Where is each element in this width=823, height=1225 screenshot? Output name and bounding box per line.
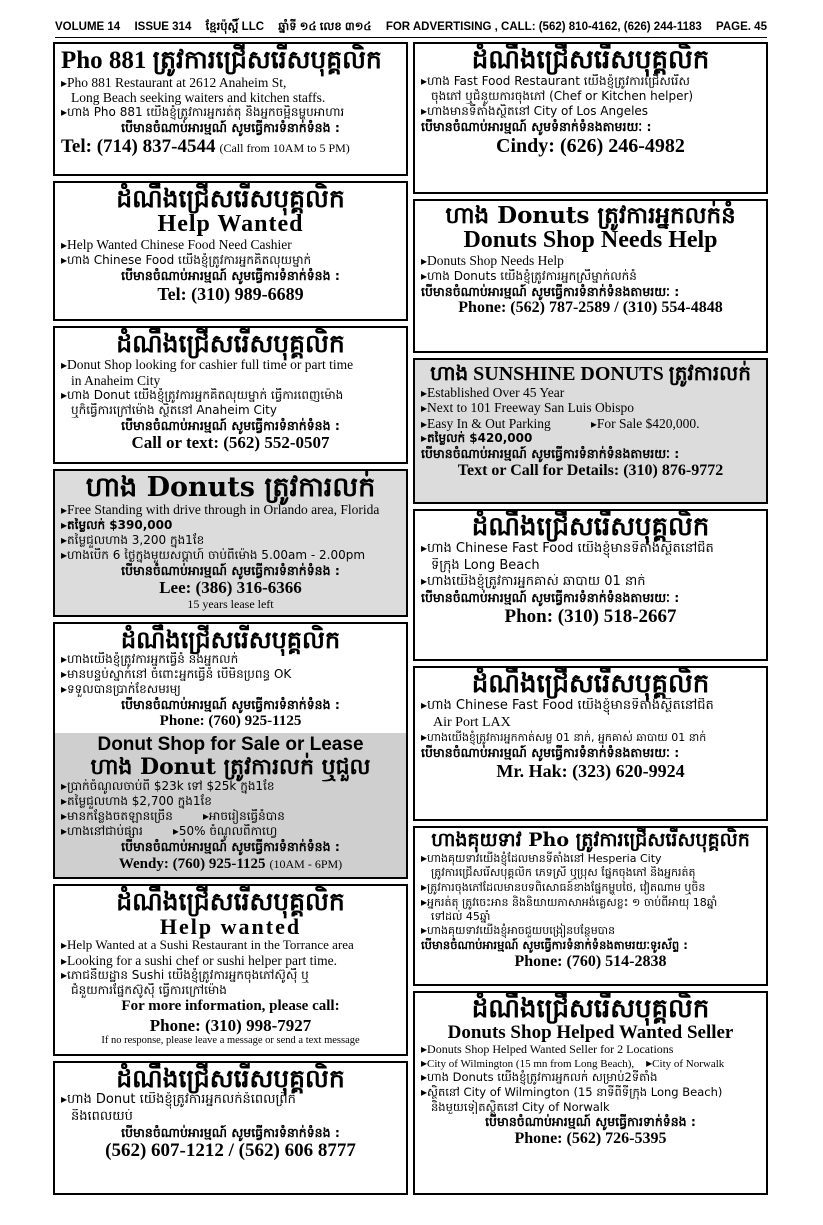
ad-phone: (562) 607-1212 / (562) 606 8777 xyxy=(105,1140,356,1162)
issue: ISSUE 314 xyxy=(134,21,192,33)
ad-line: ▸ ភោជនីយដ្ឋាន Sushi យើងខ្ញុំត្រូវការអ្នកចុងភៅស៊ូស៊ី ឬ xyxy=(61,968,400,983)
ad-line: ▸ Established Over 45 Year xyxy=(421,385,760,400)
ad-contact: បើមានចំណាប់អារម្មណ៍ សូមធ្វើការទំនាក់ទំនង : xyxy=(121,417,340,433)
ad-donuts-seller-two-locations xyxy=(413,991,768,1195)
ad-title: ដំណឹងជ្រើសរើសបុគ្គលិក xyxy=(471,45,710,75)
ad-line: ▸ ត្រូវការចុងភៅដែលមានបទពិសោធន៍ខាងផ្នែកម្ហូបថៃ, វៀតណាម ឬចិន xyxy=(421,880,760,895)
ad-title: Donut Shop for Sale or Lease xyxy=(97,734,364,756)
ad-line: ▸ ហាង Chinese Fast Food យើងខ្ញុំមានទីតាំងស្ថិតនៅជិត xyxy=(421,541,760,557)
ad-line: ▸ ហាង Pho 881 យើងខ្ញុំត្រូវការអ្នករត់តុ និងអ្នកចម្អិនម្ហូបអាហារ xyxy=(61,105,400,120)
ad-title: ហាងគុយទាវ Pho ត្រូវការជ្រើសរើសបុគ្គលិក xyxy=(431,829,750,851)
ad-phone: Phon: (310) 518-2667 xyxy=(504,605,677,627)
ad-donuts-for-sale-florida xyxy=(53,469,408,617)
ad-phone-row xyxy=(61,855,400,873)
ad-phone: Phone: (310) 998-7927 xyxy=(149,1015,312,1035)
ad-line: ត្រូវការជ្រើសរើសបុគ្គលិក ភេទស្រី ឬប្រុស ផ្នែកចុងភៅ និងអ្នករត់តុ xyxy=(431,865,696,879)
ad-contact: បើមានចំណាប់អារម្មណ៍ សូមធ្វើការទំនាក់ទំនងតាមរយៈ : xyxy=(421,446,680,462)
ad-phone: Phone: (562) 726-5395 xyxy=(514,1130,667,1148)
ad-line: ▸ ហាង Fast Food Restaurant យើងខ្ញុំត្រូវការជ្រើសរើស xyxy=(421,74,760,89)
ad-help-wanted-chinese-food xyxy=(53,181,408,321)
ad-line: ▸ ហាង Donuts យើងខ្ញុំត្រូវការអ្នកលក់ សម្រាប់2ទីតាំង xyxy=(421,1070,760,1085)
ad-title: ដំណឹងជ្រើសរើសបុគ្គលិក xyxy=(471,994,710,1024)
ad-phone: Mr. Hak: (323) 620-9924 xyxy=(496,760,685,781)
ad-line: ▸ Looking for a sushi chef or sushi helper part time. xyxy=(61,953,400,968)
page-number: PAGE. 45 xyxy=(716,21,767,33)
ad-phone: Phone: (562) 787-2589 / (310) 554-4848 xyxy=(458,299,723,317)
ad-pho-hesperia xyxy=(413,826,768,986)
ad-line: Long Beach seeking waiters and kitchen staffs. xyxy=(71,89,326,105)
ad-contact: បើមានចំណាប់អារម្មណ៍ សូមធ្វើការទំនាក់ទំនង : xyxy=(121,839,340,855)
ad-chinese-fast-food-long-beach xyxy=(413,509,768,661)
ad-phone-row xyxy=(61,136,400,158)
ad-phone: Lee: (386) 316-6366 xyxy=(159,578,302,598)
ad-line: ▸ Donuts Shop Needs Help xyxy=(421,253,760,268)
issue-kh: ឆ្នាំទី ១៤ លេខ ៣១៤ xyxy=(278,20,372,33)
ad-line: ▸ City of Wilmington (15 mn from Long Beach), xyxy=(421,1057,634,1070)
ad-donut-sale-lease-section xyxy=(55,733,406,879)
ad-pho-881 xyxy=(53,42,408,176)
ad-subtitle: Help Wanted xyxy=(157,211,304,238)
ad-line: ទីក្រុង Long Beach xyxy=(431,557,540,573)
ad-line: និងមួយទៀតស្ថិតនៅ City of Norwalk xyxy=(431,1100,610,1115)
ad-line: ▸ មានកន្លែងចតឡានច្រើន xyxy=(61,809,173,824)
ad-sushi-help-wanted xyxy=(53,884,408,1056)
ad-line-pair xyxy=(421,416,760,431)
ad-line: ▸ For Sale $420,000. xyxy=(591,416,700,431)
ad-line: ▸ ហាងយើងខ្ញុំត្រូវការអ្នកគាស់ ឆាបាយ 01 នាក់ xyxy=(421,574,760,590)
ad-contact: បើមានចំណាប់អារម្មណ៍ សូមធ្វើការទំនាក់ទំនង : xyxy=(121,120,340,136)
ad-line: ▸ Donuts Shop Helped Wanted Seller for 2 Locations xyxy=(421,1043,760,1056)
ad-phone: Phone: (760) 514-2838 xyxy=(514,952,667,970)
ad-title: ដំណឹងជ្រើសរើសបុគ្គលិក xyxy=(116,329,345,358)
ad-line-pair xyxy=(421,1057,760,1070)
ad-line: ▸ អាចរៀនធ្វើនំបាន xyxy=(203,809,285,824)
ad-more-info: For more information, please call: xyxy=(121,998,340,1015)
ad-phone: Text or Call for Details: (310) 876-9772 xyxy=(457,461,724,479)
ad-line: ▸ តម្លៃជួលហាង $2,700 ក្នុង1ខែ xyxy=(61,794,400,809)
ad-title: ដំណឹងជ្រើសរើសបុគ្គលិក xyxy=(471,512,710,542)
ad-line: ▸ តម្លៃលក់ $390,000 xyxy=(61,518,400,533)
ad-line: និងពេលយប់ xyxy=(71,1108,133,1124)
ad-phone-note: (10AM - 6PM) xyxy=(269,856,343,871)
ad-phone: Tel: (310) 989-6689 xyxy=(157,283,304,304)
ad-title: ដំណឹងជ្រើសរើសបុគ្គលិក xyxy=(116,887,345,916)
ad-line: ▸ Help Wanted Chinese Food Need Cashier xyxy=(61,237,400,252)
ad-subtitle: Help wanted xyxy=(159,914,302,940)
ad-line: ▸ ហាងគុយទាវយើងខ្ញុំដែលមានទីតាំងនៅ Hesperia City xyxy=(421,851,760,866)
ad-chinese-fast-food-lax xyxy=(413,666,768,821)
ad-line: ▸ ហាងយើងខ្ញុំត្រូវការអ្នកកាត់សម្ល 01 នាក់, អ្នកគាស់ ឆាបាយ 01 នាក់ xyxy=(421,730,760,745)
ad-line: ជំនួយការផ្នែកស៊ូស៊ី ធ្វើការក្រៅម៉ោង xyxy=(71,983,227,998)
ad-contact: បើមានចំណាប់អារម្មណ៍ សូមធ្វើការទាក់ទំនង : xyxy=(485,1114,696,1130)
ad-line: ▸ ហាងយើងខ្ញុំត្រូវការអ្នកធ្វើនំ និងអ្នកលក់ xyxy=(61,652,400,667)
ad-line: ឬក៏ធ្វើការក្រៅម៉ោង ស្ថិតនៅ Anaheim City xyxy=(71,402,277,417)
ad-line-pair xyxy=(61,824,400,839)
ad-donut-cashier xyxy=(53,326,408,464)
ad-line: ▸ អ្នករត់តុ ត្រូវចេះអាន និងនិយាយភាសាអង់គ្លេសខ្លះ ១ ចាប់ពីអាយុ 18ឆ្នាំ xyxy=(421,895,760,910)
ad-line: ទៅដល់ 45ឆ្នាំ xyxy=(431,909,491,923)
ad-title: ដំណឹងជ្រើសរើសបុគ្គលិក xyxy=(471,669,710,699)
ad-title: ហាង SUNSHINE DONUTS ត្រូវការលក់ xyxy=(430,363,751,385)
ad-phone: Cindy: (626) 246-4982 xyxy=(496,134,685,157)
ad-note: If no response, please leave a message or send a text message xyxy=(101,1035,360,1047)
ad-line: ▸ តម្លៃជួលហាង 3,200 ក្នុង1ខែ xyxy=(61,533,400,548)
ad-contact: បើមានចំណាប់អារម្មណ៍ សូមធ្វើការទំនាក់ទំនង : xyxy=(121,267,340,283)
ad-contact: បើមានចំណាប់អារម្មណ៍ សូមធ្វើការទំនាក់ទំនង : xyxy=(121,1124,340,1140)
ad-contact: បើមានចំណាប់អារម្មណ៍ សូមធ្វើការទំនាក់ទំនង : xyxy=(121,562,340,578)
ad-line: ▸ Free Standing with drive through in Orlando area, Florida xyxy=(61,502,400,517)
ad-title: ហាង Donuts ត្រូវការលក់ xyxy=(85,472,376,503)
ad-line: in Anaheim City xyxy=(71,372,161,388)
ad-line: ▸ មានបន្ទប់ស្នាក់នៅ ចំពោះអ្នកធ្វើនំ បើមិនប្រពន្ធ OK xyxy=(61,667,400,682)
ad-line-pair xyxy=(61,809,400,824)
ad-line: ▸ 50% ចំណូលពីកាហ្វេ xyxy=(173,824,278,839)
ad-line: ▸ ហាងមានទីតាំងស្ថិតនៅ City of Los Angeles xyxy=(421,104,760,119)
ad-line: ▸ Help Wanted at a Sushi Restaurant in the Torrance area xyxy=(61,938,400,953)
ad-line: ▸ ហាងគុយទាវយើងខ្ញុំអាចជួយបង្រៀនបន្ថែមបាន xyxy=(421,923,760,938)
ad-title-kh: ហាង Donut ត្រូវការលក់ ឬជួល xyxy=(90,753,371,780)
ad-line: ▸ City of Norwalk xyxy=(646,1057,724,1070)
ad-line: ▸ Next to 101 Freeway San Luis Obispo xyxy=(421,400,760,415)
ad-subtitle: Donuts Shop Helped Wanted Seller xyxy=(447,1022,734,1044)
ad-subtitle: Donuts Shop Needs Help xyxy=(463,227,718,254)
ad-line: ▸ តម្លៃលក់ $420,000 xyxy=(421,431,760,446)
publisher: ខ្មែរប៉ុស្ដិ៍ LLC xyxy=(205,20,265,33)
ad-phone: Phone: (760) 925-1125 xyxy=(159,712,302,729)
ad-line: ▸ ហាង Donut យើងខ្ញុំត្រូវការអ្នកគិតលុយម្នាក់ ធ្វើការពេញម៉ោង xyxy=(61,388,400,403)
ad-title: ហាង Donuts ត្រូវការអ្នកលក់នំ xyxy=(445,202,736,229)
ad-contact: បើមានចំណាប់អារម្មណ៍ សូមធ្វើការទំនាក់ទំនងតាមរយៈ : xyxy=(421,745,680,761)
ad-title: Pho 881 ត្រូវការជ្រើសរើសបុគ្គលិក xyxy=(61,47,382,74)
ad-baker-section xyxy=(55,624,406,733)
ad-line: ▸ ប្រាក់ចំណូលចាប់ពី $23k ទៅ $25k ក្នុង1ខែ xyxy=(61,779,400,794)
ad-contact: បើមានចំណាប់អារម្មណ៍ សូមធ្វើការទំនាក់ទំនង : xyxy=(121,697,340,713)
ad-line: ▸ ហាង Chinese Food យើងខ្ញុំត្រូវការអ្នកគិតលុយម្នាក់ xyxy=(61,253,400,268)
ad-phone: Call or text: (562) 552-0507 xyxy=(131,433,330,453)
ad-contact: បើមានចំណាប់អារម្មណ៍ សូមធ្វើការទំនាក់ទំនងតាមរយៈ : xyxy=(421,283,680,299)
ad-line: ▸ ហាង Donuts យើងខ្ញុំត្រូវការអ្នកស្រីម្នាក់លក់នំ xyxy=(421,269,760,284)
ad-baker-seller-combo xyxy=(53,622,408,879)
ad-line: ▸ ហាងនៅជាប់ផ្សារ xyxy=(61,824,143,839)
ad-fast-food-chef xyxy=(413,42,768,194)
ad-note: 15 years lease left xyxy=(187,596,274,611)
ad-line: ▸ Donut Shop looking for cashier full time or part time xyxy=(61,357,400,372)
ad-line: ▸ ហាងបើក 6 ថ្ងៃក្នុងមួយសប្ដាហ៍ ចាប់ពីម៉ោង 5.00am - 2.00pm xyxy=(61,548,400,563)
ad-line: Air Port LAX xyxy=(433,714,511,730)
ad-line: ▸ Easy In & Out Parking xyxy=(421,416,551,431)
ad-line: ▸ ហាង Donut យើងខ្ញុំត្រូវការអ្នកលក់នំពេលព្រឹក xyxy=(61,1092,400,1108)
ad-contact: បើមានចំណាប់អារម្មណ៍ សូមធ្វើការទំនាក់ទំនងតាមរយៈ : xyxy=(421,590,680,606)
ad-phone: Tel: (714) 837-4544 xyxy=(61,135,216,157)
ad-title: ដំណឹងជ្រើសរើសបុគ្គលិក xyxy=(120,625,341,654)
ad-line: ▸ ស្ថិតនៅ City of Wilmington (15 នាទីពីទីក្រុង Long Beach) xyxy=(421,1085,760,1100)
ad-title: ដំណឹងជ្រើសរើសបុគ្គលិក xyxy=(116,1064,345,1093)
ad-donuts-shop-needs-help xyxy=(413,199,768,353)
ad-phone-note: (Call from 10AM to 5 PM) xyxy=(219,140,350,155)
advertising-line: FOR ADVERTISING , CALL: (562) 810-4162, (626) 244-1183 xyxy=(385,21,702,33)
ad-sunshine-donuts xyxy=(413,358,768,504)
ad-phone: Wendy: (760) 925-1125 xyxy=(118,855,266,872)
ad-title: ដំណឹងជ្រើសរើសបុគ្គលិក xyxy=(116,184,345,213)
header-rule xyxy=(55,37,767,38)
ad-line: ▸ ទទួលបានប្រាក់ខែសមរម្យ xyxy=(61,682,400,697)
ad-donut-seller xyxy=(53,1061,408,1195)
volume: VOLUME 14 xyxy=(55,21,121,33)
ad-line: ចុងភៅ ឬជំនួយការចុងភៅ (Chef or Kitchen helper) xyxy=(431,89,694,104)
ad-line: ▸ ហាង Chinese Fast Food យើងខ្ញុំមានទីតាំងស្ថិតនៅជិត xyxy=(421,698,760,714)
ad-contact: បើមានចំណាប់អារម្មណ៍ សូមធ្វើការទំនាក់ទំនងតាមរយៈទូរស័ព្ទ : xyxy=(421,938,688,953)
ad-line: ▸ Pho 881 Restaurant at 2612 Anaheim St, xyxy=(61,75,400,90)
page-header xyxy=(55,18,767,36)
ad-contact: បើមានចំណាប់អារម្មណ៍ សូមទំនាក់ទំនងតាមរយៈ : xyxy=(421,119,652,135)
